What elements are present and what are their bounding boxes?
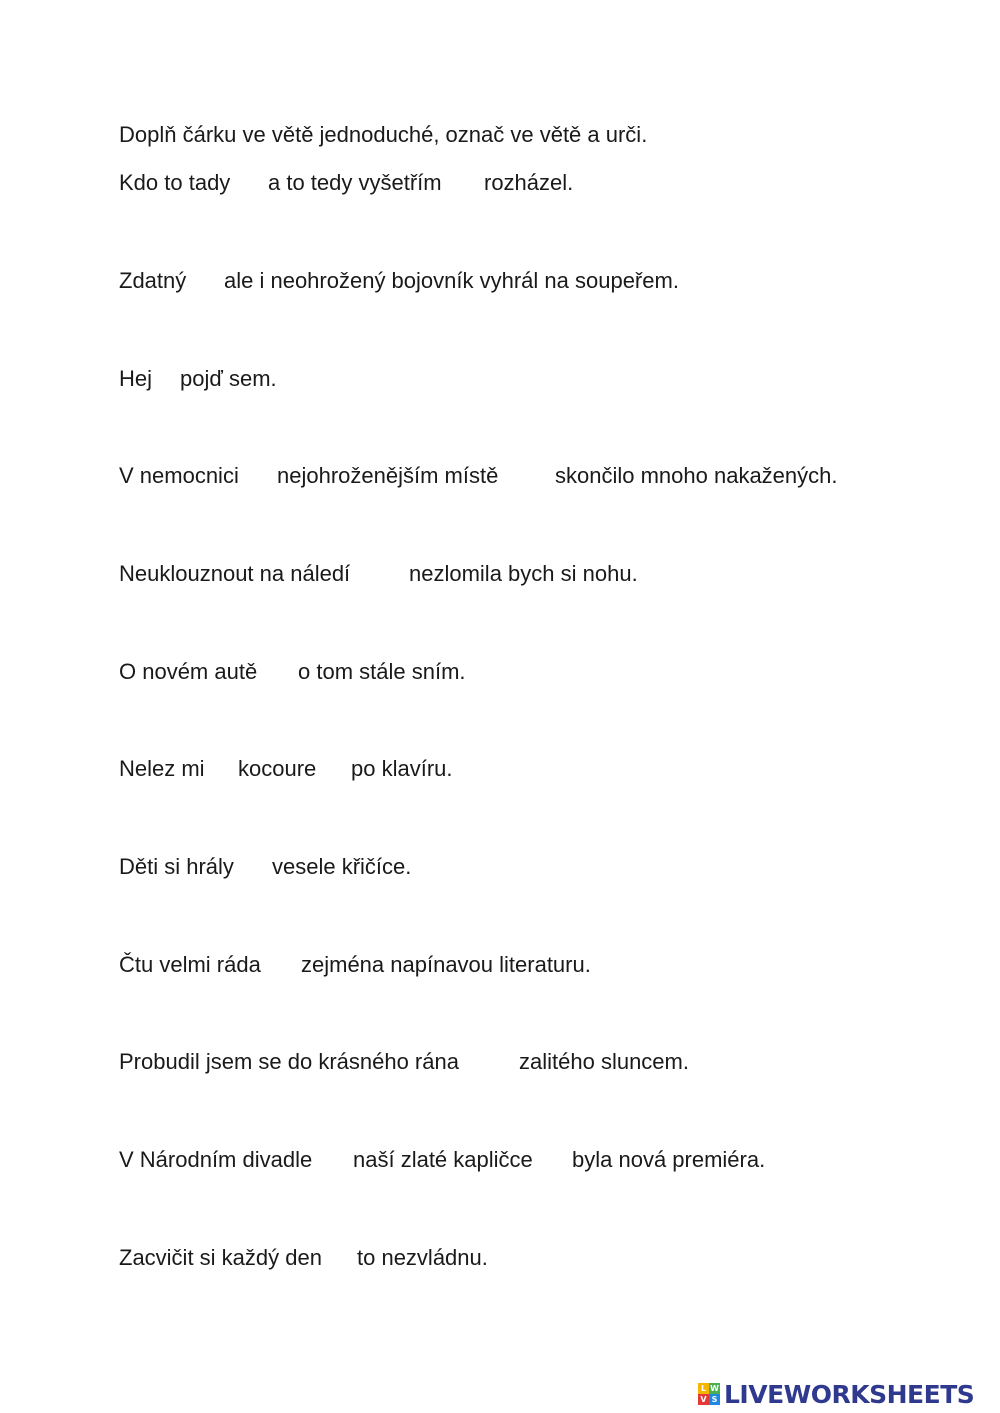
instruction-line xyxy=(0,120,1000,150)
logo-icon-cell-1: L xyxy=(698,1383,709,1394)
sentence-5-part-1: Neuklouznout na náledí xyxy=(119,561,351,586)
sentence-12 xyxy=(0,1243,1000,1273)
sentence-6-part-1: O novém autě xyxy=(119,659,258,684)
sentence-6-part-2: o tom stále sním. xyxy=(298,659,466,684)
sentence-1-part-3: rozházel. xyxy=(484,170,574,195)
sentence-11-blank-2[interactable] xyxy=(549,1147,569,1173)
sentence-6 xyxy=(0,657,1000,687)
sentence-9-part-2: zejména napínavou literaturu. xyxy=(301,952,591,977)
sentence-11-part-3: byla nová premiéra. xyxy=(572,1147,766,1172)
sentence-12-part-2: to nezvládnu. xyxy=(357,1245,488,1270)
sentence-11-part-2: naší zlaté kapličce xyxy=(353,1147,533,1172)
sentence-7-part-2: kocoure xyxy=(238,756,317,781)
sentence-4-blank-1[interactable] xyxy=(254,463,274,489)
sentence-4-part-3: skončilo mnoho nakažených. xyxy=(555,463,838,488)
sentence-10-part-1: Probudil jsem se do krásného rána xyxy=(119,1049,459,1074)
sentence-9-part-1: Čtu velmi ráda xyxy=(119,952,261,977)
sentence-7-part-1: Nelez mi xyxy=(119,756,205,781)
sentence-8-part-1: Děti si hrály xyxy=(119,854,234,879)
sentence-2-part-2: ale i neohrožený bojovník vyhrál na soupeřem. xyxy=(224,268,679,293)
sentence-1 xyxy=(0,168,1000,198)
logo-icon-cell-2: W xyxy=(710,1384,719,1393)
sentence-10 xyxy=(0,1047,1000,1077)
sentence-2-blank-1[interactable] xyxy=(196,268,222,294)
logo-text: LIVEWORKSHEETS xyxy=(724,1379,975,1409)
sentence-1-part-1: Kdo to tady xyxy=(119,170,231,195)
sentence-12-part-1: Zacvičit si každý den xyxy=(119,1245,322,1270)
sentence-7-blank-1[interactable] xyxy=(215,756,235,782)
sentence-7-blank-2[interactable] xyxy=(328,756,348,782)
sentence-11-part-1: V Národním divadle xyxy=(119,1147,313,1172)
sentence-8 xyxy=(0,852,1000,882)
sentence-2 xyxy=(0,266,1000,296)
sentence-5 xyxy=(0,559,1000,589)
sentence-8-part-2: vesele křičíce. xyxy=(272,854,412,879)
sentence-4-part-1: V nemocnici xyxy=(119,463,239,488)
sentence-3-blank-1[interactable] xyxy=(157,366,177,392)
sentence-4-blank-2[interactable] xyxy=(526,463,552,489)
logo-icon-cell-3: V xyxy=(698,1394,709,1405)
instruction-text: Doplň čárku ve větě jednoduché, označ ve větě a urči. xyxy=(119,122,648,147)
sentence-11 xyxy=(0,1145,1000,1175)
liveworksheets-logo-icon xyxy=(698,1383,720,1405)
sentence-10-blank-1[interactable] xyxy=(496,1049,516,1075)
sentence-8-blank-1[interactable] xyxy=(249,854,269,880)
sentence-9-blank-1[interactable] xyxy=(278,952,298,978)
sentence-1-part-2: a to tedy vyšetřím xyxy=(268,170,442,195)
sentence-12-blank-1[interactable] xyxy=(340,1245,354,1271)
sentence-5-part-2: nezlomila bych si nohu. xyxy=(409,561,638,586)
sentence-3-part-1: Hej xyxy=(119,366,153,391)
liveworksheets-logo xyxy=(698,1379,974,1409)
sentence-3-part-2: pojď sem. xyxy=(180,366,277,391)
sentence-5-blank-1[interactable] xyxy=(380,561,406,587)
logo-icon-cell-4: S xyxy=(709,1394,720,1405)
sentence-9 xyxy=(0,950,1000,980)
sentence-7 xyxy=(0,754,1000,784)
sentence-4-part-2: nejohroženějším místě xyxy=(277,463,499,488)
sentence-7-part-3: po klavíru. xyxy=(351,756,453,781)
sentence-4 xyxy=(0,461,1000,491)
sentence-1-blank-1[interactable] xyxy=(246,170,266,196)
sentence-2-part-1: Zdatný xyxy=(119,268,187,293)
sentence-3 xyxy=(0,364,1000,394)
sentence-1-blank-2[interactable] xyxy=(466,170,482,196)
sentence-11-blank-1[interactable] xyxy=(336,1147,350,1173)
sentence-10-part-2: zalitého sluncem. xyxy=(519,1049,689,1074)
sentence-6-blank-1[interactable] xyxy=(275,659,295,685)
